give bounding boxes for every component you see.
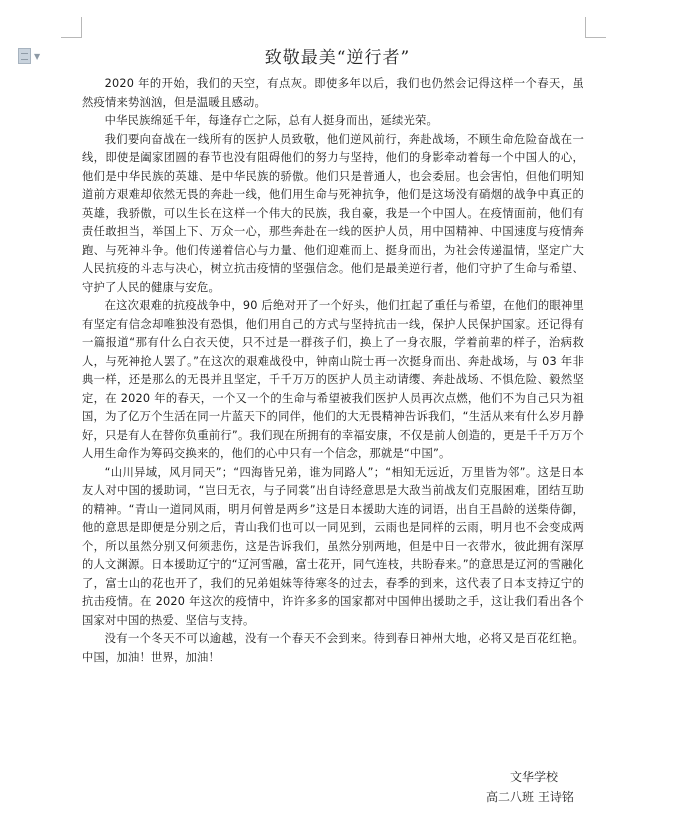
paragraph-4: 在这次艰难的抗疫战争中，90 后绝对开了一个好头，他们扛起了重任与希望，在他们的眼神里有坚定有信念却唯独没有恐惧，他们用自己的方式与坚持抗击一线，保护人民保护国家。还记得有一篇报道“那有什么白衣天使，只不过是一群孩子们，换上了一身衣服，学着前辈的样子，治病救人，与死神抢人罢了。”在这次的艰难战役中，钟南山院士再一次挺身而出、奔赴战场，与 03 年非典一样，还是那么的无畏并且坚定，千千万万的医护人员主动请缨、奔赴战场、不惧危险、毅然坚定，在 2020 年的春天，一个又一个的生命与希望被我们医护人员再次点燃，他们不为自己只为祖国，为了亿万个生活在同一片蓝天下的同伴，他们的大无畏精神告诉我们，“生活从来有什么岁月静好，只是有人在替你负重前行”。我们现在所拥有的幸福安康，不仅是前人创造的，更是千千万万个人用生命作为筹码交换来的，他们的心中只有一个信念，那就是“中国”。 <box>82 299 584 460</box>
margin-corner-top-left <box>61 17 82 38</box>
signature-author: 高二八班 王诗铭 <box>486 790 574 804</box>
chevron-down-icon: ▼ <box>34 51 41 61</box>
signature-school: 文华学校 <box>510 770 559 784</box>
document-title: 致敬最美“逆行者” <box>264 48 411 68</box>
paragraph-5: “山川异域，风月同天”；“四海皆兄弟，谁为同路人”；“相知无远近，万里皆为邻”。这是日本友人对中国的援助词，“岂曰无衣，与子同裳”出自诗经意思是大敌当前战友们克服困难，团结互助的精神。“青山一道同风雨，明月何曾是两乡”这是日本援助大连的词语，出自王昌龄的送柴侍御，他的意思是即便是分别之后，青山我们也可以一同见到，云雨也是同样的云雨，明月也不会变成两个，所以虽然分别又何须悲伤，这是告诉我们，虽然分别两地，但是中日一衣带水，彼此拥有深厚的人文渊源。日本援助辽宁的“辽河雪融，富士花开，同气连枝，共盼春来。”的意思是辽河的雪融化了，富士山的花也开了，我们的兄弟姐妹等待寒冬的过去，春季的到来，这代表了日本支持辽宁的抗击疫情。在 2020 年这次的疫情中，许许多多的国家都对中国伸出援助之手，这让我们看出各个国家对中国的热爱、坚信与支持。 <box>82 465 584 627</box>
paragraph-3: 我们要向奋战在一线所有的医护人员致敬，他们逆风前行，奔赴战场，不顾生命危险奋战在一线，即使是阖家团圆的春节也没有阻碍他们的努力与坚持，他们的身影牵动着每一个中国人的心，他们是中华民族的英雄、是中华民族的骄傲。他们只是普通人，也会委屈。也会害怕，但他们明知道前方艰难却依然无畏的奔赴一线，他们用生命与死神抗争，他们是这场没有硝烟的战争中真正的英雄，我骄傲，可以生长在这样一个伟大的民族，我自豪，我是一个中国人。在疫情面前，他们有责任敢担当，举国上下、万众一心，那些奔赴在一线的医护人员，用中国精神、中国速度与疫情奔跑、与死神斗争。他们传递着信心与力量、他们迎难而上、挺身而出，为社会传递温情，坚定广大人民抗疫的斗志与决心，树立抗击疫情的坚强信念。他们是最美逆行者，他们守护了生命与希望、守护了人民的健康与安危。 <box>82 132 584 294</box>
paragraph-6: 没有一个冬天不可以逾越，没有一个春天不会到来。待到春日神州大地，必将又是百花红艳。中国，加油！世界，加油！ <box>82 632 584 664</box>
margin-corner-top-right <box>585 17 606 38</box>
paragraph-2: 中华民族绵延千年，每逢存亡之际，总有人挺身而出，延续光荣。 <box>104 114 439 127</box>
paragraph-1: 2020 年的开始，我们的天空，有点灰。即使多年以后，我们也仍然会记得这样一个春天，虽然疫情来势汹汹，但是温暖且感动。 <box>82 77 584 109</box>
document-body <box>82 75 584 667</box>
